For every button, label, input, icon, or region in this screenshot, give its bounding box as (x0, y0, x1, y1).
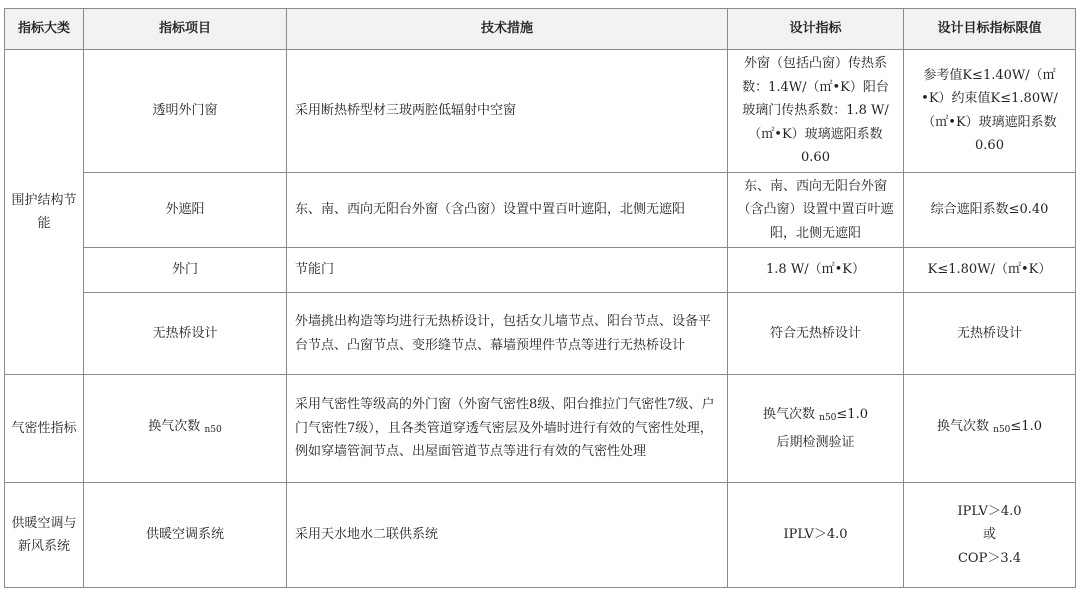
limit-cell: K≤1.80W/（㎡•K） (904, 248, 1076, 293)
design-cell: 1.8 W/（㎡•K） (728, 248, 904, 293)
header-measure: 技术措施 (287, 9, 728, 50)
item-cell: 外门 (84, 248, 287, 293)
limit-text: 换气次数 (937, 418, 990, 434)
limit-line: IPLV＞4.0 (957, 503, 1022, 519)
header-design: 设计指标 (728, 9, 904, 50)
design-cell: 东、南、西向无阳台外窗（含凸窗）设置中置百叶遮阳，北侧无遮阳 (728, 172, 904, 248)
limit-line: 或 (982, 527, 996, 543)
table-row (5, 375, 1076, 483)
limit-line: COP＞3.4 (957, 550, 1022, 566)
design-value: ≤1.0 (836, 407, 868, 422)
measure-cell: 节能门 (287, 248, 728, 293)
header-limit: 设计目标指标限值 (904, 9, 1076, 50)
measure-cell: 外墙挑出构造等均进行无热桥设计，包括女儿墙节点、阳台节点、设备平台节点、凸窗节点、变形缝节点、幕墙预埋件节点等进行无热桥设计 (287, 293, 728, 375)
limit-cell (904, 483, 1076, 588)
design-cell: IPLV＞4.0 (728, 483, 904, 588)
design-cell: 外窗（包括凸窗）传热系数：1.4W/（㎡•K）阳台玻璃门传热系数：1.8 W/（㎡•K）玻璃遮阳系数0.60 (728, 50, 904, 173)
table-row (5, 248, 1076, 293)
item-cell: 供暖空调系统 (84, 483, 287, 588)
measure-cell: 采用气密性等级高的外门窗（外窗气密性8级、阳台推拉门气密性7级、户门气密性7级），且各类管道穿透气密层及外墙时进行有效的气密性处理，例如穿墙管洞节点、出屋面管道节点等进行有效的气密性处理 (287, 375, 728, 483)
design-text: 换气次数 (763, 407, 816, 422)
category-hvac: 供暖空调与新风系统 (5, 483, 84, 588)
limit-value: ≤1.0 (1010, 418, 1042, 434)
measure-cell: 东、南、西向无阳台外窗（含凸窗）设置中置百叶遮阳，北侧无遮阳 (287, 172, 728, 248)
category-envelope: 围护结构节能 (5, 50, 84, 375)
item-cell: 外遮阳 (84, 172, 287, 248)
item-cell (84, 375, 287, 483)
design-cell: 符合无热桥设计 (728, 293, 904, 375)
item-cell: 透明外门窗 (84, 50, 287, 173)
limit-subscript: n50 (993, 424, 1011, 435)
table-row (5, 293, 1076, 375)
header-item: 指标项目 (84, 9, 287, 50)
limit-cell: 参考值K≤1.40W/（㎡•K）约束值K≤1.80W/（㎡•K）玻璃遮阳系数0.60 (904, 50, 1076, 173)
table-row (5, 50, 1076, 173)
item-subscript: n50 (204, 424, 222, 435)
measure-cell: 采用断热桥型材三玻两腔低辐射中空窗 (287, 50, 728, 173)
header-row (5, 9, 1076, 50)
design-cell (728, 375, 904, 483)
item-text: 换气次数 (148, 418, 201, 434)
limit-cell: 无热桥设计 (904, 293, 1076, 375)
design-note: 后期检测验证 (776, 434, 855, 450)
measure-cell: 采用天水地水二联供系统 (287, 483, 728, 588)
category-airtightness: 气密性指标 (5, 375, 84, 483)
limit-cell (904, 375, 1076, 483)
table-row (5, 483, 1076, 588)
limit-cell: 综合遮阳系数≤0.40 (904, 172, 1076, 248)
design-subscript: n50 (819, 413, 837, 423)
indicator-table (4, 8, 1076, 588)
header-category: 指标大类 (5, 9, 84, 50)
table-row (5, 172, 1076, 248)
item-cell: 无热桥设计 (84, 293, 287, 375)
